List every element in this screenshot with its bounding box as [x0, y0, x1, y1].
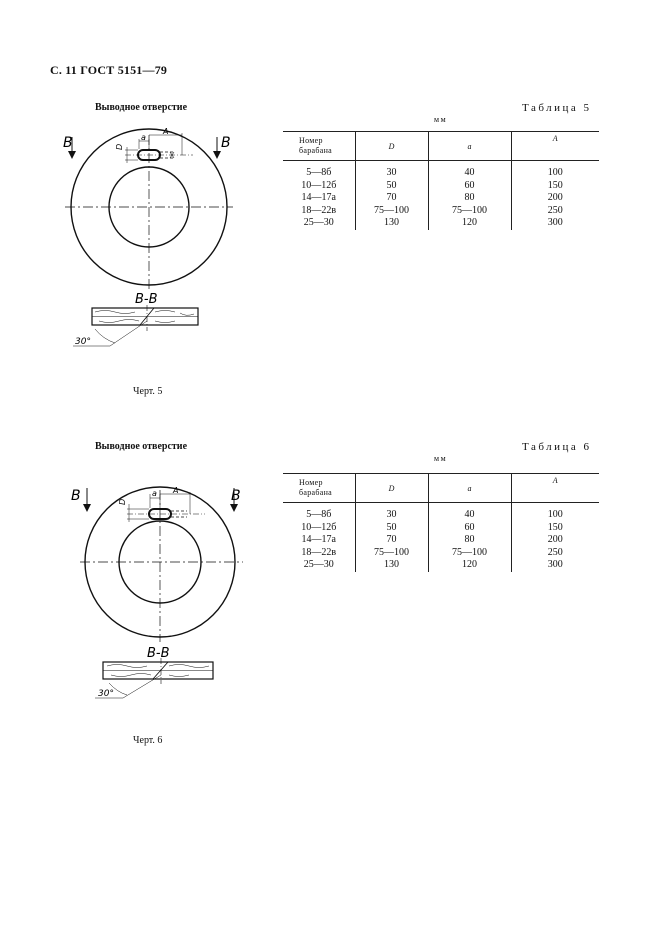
table-row: 18—22в 75—100 75—100 250 [283, 547, 599, 560]
dim-label-a: a [141, 133, 146, 142]
table-title: Таблица 5 [522, 102, 592, 114]
drawing-ring-hole [55, 125, 245, 355]
column-header: D [355, 474, 428, 503]
section-marker-left: В [71, 488, 81, 504]
table-row: 14—17а 70 80 200 [283, 534, 599, 547]
data-table [283, 473, 599, 572]
dim-label-a: a [152, 489, 157, 498]
dim-label-A: A [173, 486, 179, 495]
section-marker-right: В [231, 488, 241, 504]
table-row: 14—17а 70 80 200 [283, 192, 599, 205]
figure-title: Выводное отверстие [95, 441, 188, 452]
table-row: 10—12б 50 60 150 [283, 180, 599, 193]
dim-label-A: A [163, 127, 169, 136]
table-row: 25—30 130 120 300 [283, 559, 599, 572]
column-header: a [428, 132, 511, 161]
units-label: мм [434, 454, 448, 463]
table-title: Таблица 6 [522, 441, 592, 453]
angle-label: 30° [98, 689, 114, 699]
column-header: a [428, 474, 511, 503]
dim-label-D: D [118, 498, 127, 505]
section-marker-right: В [221, 135, 231, 151]
figure-title: Выводное отверстие [95, 102, 188, 113]
data-table [283, 131, 599, 230]
table-row: 5—8б 30 40 100 [283, 503, 599, 522]
section-label: В-В [135, 292, 158, 307]
drawing-ring-hole [65, 470, 255, 700]
table-row: 18—22в 75—100 75—100 250 [283, 205, 599, 218]
column-header: Номер барабана [283, 474, 355, 503]
angle-label: 30° [75, 337, 91, 347]
section-marker-left: В [63, 135, 73, 151]
section-label: В-В [147, 646, 170, 661]
figure-caption: Черт. 5 [133, 386, 163, 397]
page-header: С. 11 ГОСТ 5151—79 [50, 63, 168, 77]
table-row: 5—8б 30 40 100 [283, 161, 599, 180]
column-header: A [511, 474, 599, 503]
table-row: 25—30 130 120 300 [283, 217, 599, 230]
column-header: A [511, 132, 599, 161]
column-header: Номер барабана [283, 132, 355, 161]
dim-label-D: D [115, 143, 124, 150]
table-row: 10—12б 50 60 150 [283, 522, 599, 535]
figure-caption: Черт. 6 [133, 735, 163, 746]
column-header: D [355, 132, 428, 161]
units-label: мм [434, 115, 448, 124]
